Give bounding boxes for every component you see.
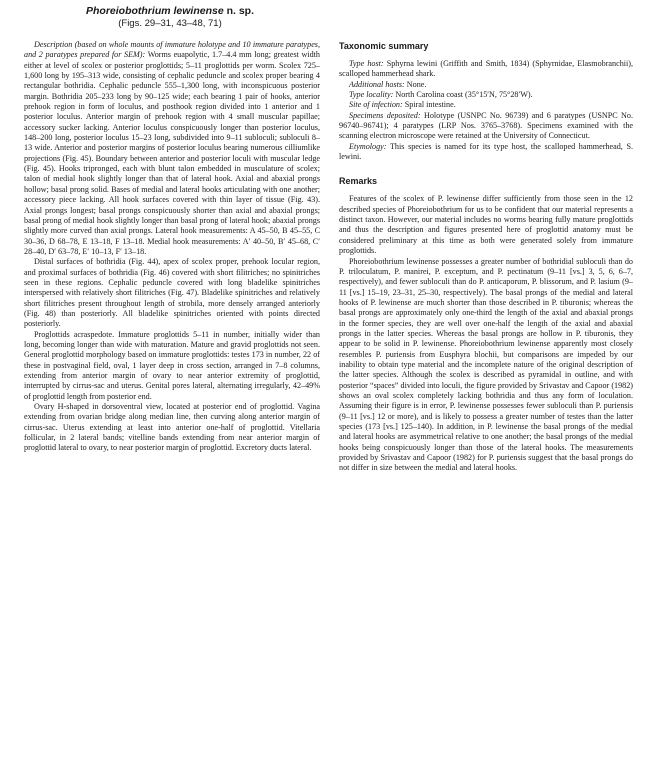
additional-hosts-entry — [339, 80, 633, 90]
additional-hosts-label: Additional hosts: — [349, 79, 405, 89]
description-text: Worms euapolytic, 1.7–4.4 mm long; greatest width either at level of scolex or posterior proglottids; 5–11 proglottids per worm. Scolex 725–1,600 long by 195–313 wide, consisting of cephalic peduncle and scolex proper bearing 4 rectangular bothridia. Cephalic peduncle 555–1,300 long, with inconspicuous posterior margin. Bothridia 205–233 long by 90–125 wide; each bearing 1 pair of hooks, anterior prehook region in form of loculus, and posthook region divided into 1 anterior and 1 posterior loculus. Anterior margin of prehook region with 4 small muscular papillae; accessory sucker lacking. Anterior loculus conspicuously longer than posterior loculus, 148–200 long, posterior loculus 15–23 long, subdivided into 9–11 subloculi; subloculi 8–13 wide. Anterior and posterior margins of posterior loculus bearing numerous cilliumlike projections (Fig. 45). Boundary between anterior and posterior loculi with muscular ledge (Fig. 45). Hooks tripronged, each with blunt talon embedded in musculature of scolex; talon of medial hook slightly longer than that of lateral hook. Axial and abaxial prongs hollow; basal prong solid. Bases of medial and lateral hooks articulating with one another; accessory piece lacking. All hook surfaces covered with thin layer of tissue (Fig. 43). Axial prongs longest; basal prongs conspicuously shorter than axial and abaxial prongs; basal prong of medial hook slightly longer than basal prong of lateral hook; abaxial prongs slightly more curved than axial prongs. Lateral hook measurements: A 45–50, B 45–55, C 30–36, D 68–78, E 13–18, F 13–18. Medial hook measurements: A′ 40–50, B′ 45–68, C′ 28–40, D′ 63–78, E′ 10–13, F′ 13–18. — [24, 50, 320, 256]
specimens-deposited-entry — [339, 111, 633, 142]
etymology-entry — [339, 142, 633, 163]
specimens-deposited-label: Specimens deposited: — [349, 110, 421, 120]
left-column — [24, 40, 320, 454]
specimens-deposited-value: Holotype (USNPC No. 96739) and 6 paratypes (USNPC No. 96740–96741); 4 paratypes (LRP Nos. 3765–3768). Specimens examined with the scanning electron microscope were retained at the University of Connecticut. — [339, 110, 634, 141]
description-label: Description (based on whole mounts of immature holotype and 10 immature paratypes, and 2 paratypes prepared for SEM): — [24, 40, 320, 60]
new-species-marker: n. sp. — [226, 5, 255, 17]
site-of-infection-entry — [339, 100, 633, 110]
etymology-value: This species is named for its type host, the scalloped hammerhead, S. lewini. — [339, 141, 633, 162]
body-paragraph: Distal surfaces of bothridia (Fig. 44), apex of scolex proper, prehook locular region, and proximal surfaces of bothridia (Fig. 46) covered with short filitriches; no spinitriches seen in these regions. Cephalic peduncle covered with long bladelike spinitriches interspersed with relatively short filitriches (Fig. 47). Bladelike spinitriches and relatively short filitriches present throughout length of strobila, more densely arranged anteriorly (Fig. 48) than posteriorly. All bladelike spinitriches oriented with points directed posteriorly. — [24, 257, 320, 329]
site-of-infection-value: Spiral intestine. — [404, 100, 456, 110]
species-title — [20, 5, 320, 18]
taxonomic-summary-heading: Taxonomic summary — [339, 41, 429, 51]
taxonomic-summary — [339, 59, 633, 162]
remarks-heading: Remarks — [339, 176, 378, 187]
remarks-paragraph: Phoreiobothrium lewinense possesses a greater number of bothridial subloculi than do P. triloculatum, P. manirei, P. exceptum, and P. pectinatum (9–11 [vs.] 3, 5, 6, 6–7, respectively), and fewer subloculi than do P. anticaporum, P. blissorum, and P. lasium (9–11 [vs.] 15–19, 23–31, 25–30, respectively). The basal prongs of the medial and lateral hooks of P. lewinense are much shorter than those described in P. tiburonis; whereas the basal prongs are approximately only one-third the length of the axial and abaxial prongs in the former species, they are well over one-half the length of the axial and abaxial prongs in the latter species. Whereas the basal prongs are hollow in P. tiburonis, they appear to be solid in P. lewinense. Phoreiobothrium lewinense apparently most closely resembles P. puriensis from Eusphyra blochii, but comparisons are impeded by our inability to obtain type material and the incomplete nature of the original description of the latter species. Although the scolex is described as pyramidal in outline, and with posterior “spaces” divided into loculi, the figure provided by Srivastav and Capoor (1982) shows an oval scolex completely lacking bothridia and thus any form of loculation. Assuming their figure is in error, P. lewinense possesses fewer subloculi than P. puriensis (9–11 [vs.] 12 or more), and is likely to possess a greater number of testes than the latter species (173 [vs.] 125–140). In addition, in P. lewinense the basal prongs of the medial and lateral hooks are asymmetrical relative to one another; the basal prongs of the medial hooks being conspicuously longer than those of the lateral hooks. The measurements provided by Srivastav and Capoor (1982) for P. puriensis suggest that the basal prongs do not differ in size between the medial and lateral hooks. — [339, 256, 633, 473]
figure-references: (Figs. 29–31, 43–48, 71) — [118, 18, 222, 29]
type-locality-label: Type locality: — [349, 90, 394, 100]
etymology-label: Etymology: — [349, 141, 387, 151]
type-locality-entry — [339, 90, 633, 100]
type-locality-value: North Carolina coast (35°15′N, 75°28′W). — [395, 90, 533, 100]
species-name: Phoreiobothrium lewinense — [85, 5, 224, 17]
species-header — [20, 5, 320, 30]
body-paragraph: Proglottids acraspedote. Immature proglottids 5–11 in number, initially wider than long, becoming longer than wide with maturation. Mature and gravid proglottids not seen. General proglottid morphology based on immature proglottids: testes 173 in number, 22 of these in postvaginal field, oval, 1 layer deep in cross section, arranged in 7–8 columns, extending from anterior margin of ovary to near anterior extremity of proglottid, interrupted by cirrus-sac and uterus. Genital pores lateral, alternating irregularly, 42–49% of proglottid length from posterior end. — [24, 329, 320, 401]
body-paragraph: Ovary H-shaped in dorsoventral view, located at posterior end of proglottid. Vagina extending from ovarian bridge along median line, then curving along anterior margin of cirrus-sac. Uterus extending at least into anterior one-half of proglottid. Vitellaria follicular, in 2 lateral bands; vitelline bands extending from near anterior margin of proglottid lateral to ovary, to near posterior margin of proglottid. Excretory ducts lateral. — [24, 402, 320, 453]
right-column — [339, 40, 633, 474]
description-paragraph — [24, 40, 320, 257]
type-host-value: Sphyrna lewini (Griffith and Smith, 1834) (Sphyrnidae, Elasmobranchii), scalloped hammerhead shark. — [339, 59, 634, 79]
site-of-infection-label: Site of infection: — [349, 100, 403, 110]
additional-hosts-value: None. — [406, 79, 427, 89]
type-host-entry — [339, 59, 633, 80]
type-host-label: Type host: — [349, 59, 384, 68]
remarks-paragraph: Features of the scolex of P. lewinense differ sufficiently from those seen in the 12 described species of Phoreiobothrium for us to be confident that our material represents a distinct taxon. However, our material includes no worms bearing fully mature proglottids and thus the description and figures presented here of proglottid anatomy must be considered preliminary at this time as both were generated solely from immature proglottids. — [339, 194, 633, 256]
